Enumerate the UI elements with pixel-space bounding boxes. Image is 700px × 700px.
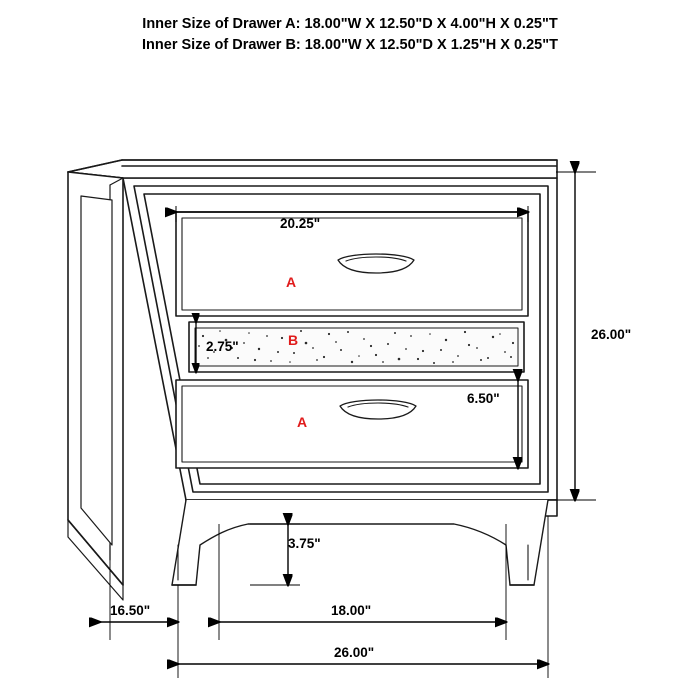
dim-lower-drawer-height: 6.50" <box>467 391 500 406</box>
drawer-label-a-bottom: A <box>297 414 308 430</box>
header-line-drawer-a: Inner Size of Drawer A: 18.00"W X 12.50"D X 4.00"H X 0.25"T <box>142 16 558 32</box>
dim-overall-height: 26.00" <box>591 327 632 342</box>
drawer-label-b: B <box>288 332 299 348</box>
dim-drawer-b-height: 2.75" <box>206 339 239 354</box>
dim-top-width: 20.25" <box>280 216 321 231</box>
header-line-drawer-b: Inner Size of Drawer B: 18.00"W X 12.50"D X 1.25"H X 0.25"T <box>142 37 558 53</box>
dim-leg-height: 3.75" <box>288 536 321 551</box>
dim-inner-width: 18.00" <box>331 603 372 618</box>
dim-side-depth: 16.50" <box>110 603 151 618</box>
dim-overall-width: 26.00" <box>334 645 375 660</box>
drawer-label-a-top: A <box>286 274 297 290</box>
